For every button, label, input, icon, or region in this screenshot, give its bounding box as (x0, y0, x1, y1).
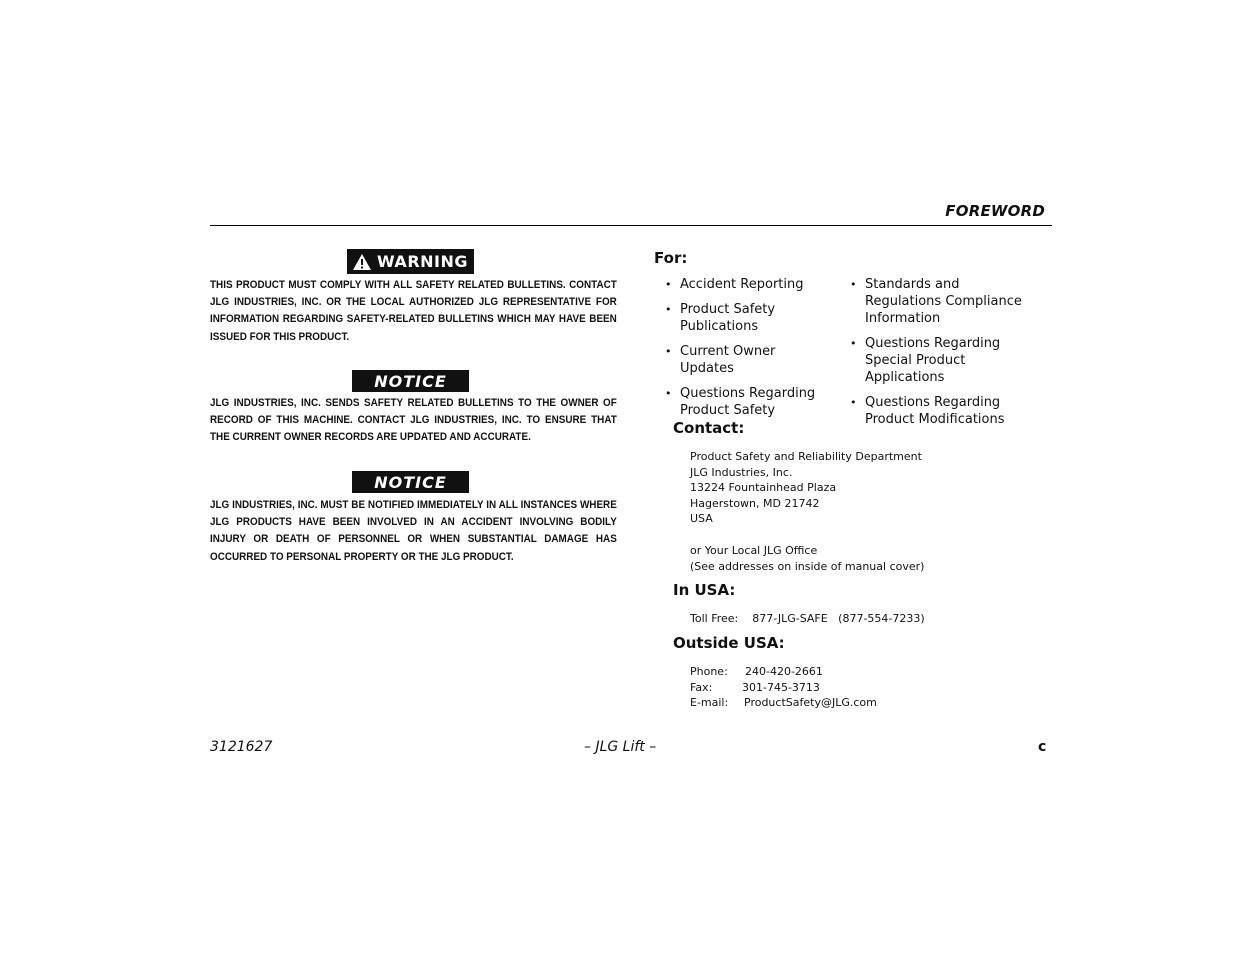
warning-badge (347, 249, 474, 274)
list-item: • Product Safety Publications (665, 301, 825, 335)
list-item: • Current Owner Updates (665, 343, 825, 377)
warning-triangle-icon (353, 254, 371, 270)
usa-heading: In USA: (673, 581, 736, 599)
warning-label: WARNING (377, 252, 468, 271)
for-list-right (850, 276, 1030, 436)
toll-free-label: Toll Free: (690, 612, 739, 625)
address-line: 13224 Fountainhead Plaza (690, 481, 837, 495)
outside-usa-heading: Outside USA: (673, 634, 785, 652)
address-line: USA (690, 512, 713, 526)
notice-badge: NOTICE (352, 370, 469, 392)
header-rule (210, 225, 1052, 226)
contact-address (690, 449, 924, 574)
contact-heading: Contact: (673, 419, 745, 437)
notice-text: JLG INDUSTRIES, INC. SENDS SAFETY RELATED BULLETINS TO THE OWNER OF RECORD OF THIS MACHINE. CONTACT JLG INDUSTRIES, INC. TO ENSURE THAT THE CURRENT OWNER RECORDS ARE UPDATED AND ACCURATE. (210, 397, 617, 444)
fax-value: 301-745-3713 (742, 680, 820, 694)
for-heading: For: (654, 249, 688, 267)
for-list-left (665, 276, 825, 427)
list-item: • Questions Regarding Special Product Applications (850, 335, 1030, 386)
notice-text: JLG INDUSTRIES, INC. MUST BE NOTIFIED IMMEDIATELY IN ALL INSTANCES WHERE JLG PRODUCTS HAVE BEEN INVOLVED IN AN ACCIDENT INVOLVING BODILY INJURY OR DEATH OF PERSONNEL OR WHEN SUBSTANTIAL DAMAGE HAS OCCURRED TO PERSONAL PROPERTY OR THE JLG PRODUCT. (210, 499, 617, 563)
address-line: JLG Industries, Inc. (690, 465, 793, 479)
footer-center: – JLG Lift – (584, 739, 657, 755)
list-item: • Accident Reporting (665, 276, 825, 293)
outside-contact-lines (690, 664, 877, 711)
list-item: • Questions Regarding Product Modifications (850, 394, 1030, 428)
toll-free-value: 877-JLG-SAFE (877-554-7233) (752, 612, 925, 625)
phone-label: Phone: (690, 665, 728, 678)
phone-value: 240-420-2661 (745, 665, 823, 678)
page-number: c (1038, 739, 1047, 755)
notice-badge: NOTICE (352, 471, 469, 493)
page-header-title: FOREWORD (945, 202, 1045, 220)
office-line: (See addresses on inside of manual cover) (690, 559, 925, 573)
warning-text: THIS PRODUCT MUST COMPLY WITH ALL SAFETY RELATED BULLETINS. CONTACT JLG INDUSTRIES, INC. OR THE LOCAL AUTHORIZED JLG REPRESENTATIVE FOR INFORMATION REGARDING SAFETY-RELATED BULLETINS WHICH MAY HAVE BEEN ISSUED FOR THIS PRODUCT. (210, 279, 617, 343)
email-label: E-mail: (690, 696, 729, 710)
office-line: or Your Local JLG Office (690, 543, 818, 557)
address-line: Product Safety and Reliability Department (690, 450, 922, 463)
list-item: • Standards and Regulations Compliance Information (850, 276, 1030, 327)
list-item: • Questions Regarding Product Safety (665, 385, 825, 419)
email-value: ProductSafety@JLG.com (744, 696, 877, 710)
fax-label: Fax: (690, 680, 713, 694)
address-line: Hagerstown, MD 21742 (690, 496, 820, 510)
toll-free-line (690, 611, 925, 627)
doc-number: 3121627 (210, 739, 273, 755)
